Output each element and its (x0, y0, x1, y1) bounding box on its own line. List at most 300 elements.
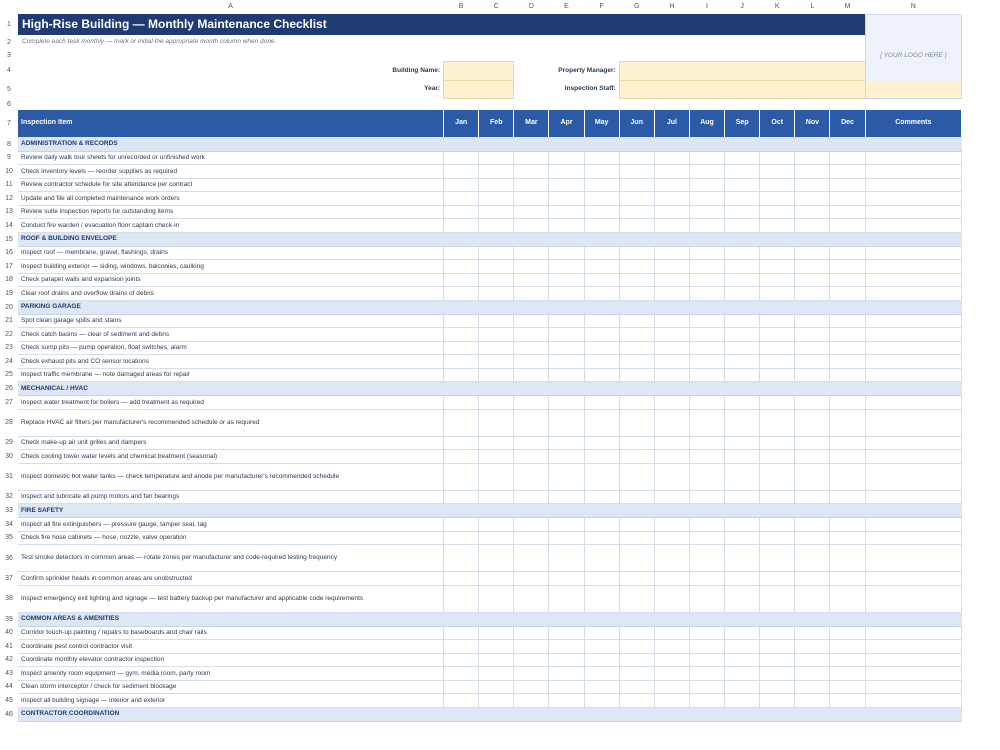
comments-cell[interactable] (865, 192, 961, 206)
month-cell-may[interactable] (584, 490, 619, 504)
row-number[interactable]: 1 (7, 21, 11, 28)
month-cell-mar[interactable] (514, 640, 549, 654)
row-number[interactable]: 7 (7, 120, 11, 127)
month-cell-may[interactable] (584, 246, 619, 260)
inspection-item-cell[interactable]: Inspect emergency exit lighting and signage — test battery backup per manufacturer and applicable code requirements (18, 585, 444, 612)
month-cell-jan[interactable] (444, 585, 479, 612)
month-cell-nov[interactable] (795, 287, 830, 301)
month-cell-feb[interactable] (479, 355, 514, 369)
month-cell-jun[interactable] (619, 165, 654, 179)
month-cell-dec[interactable] (830, 518, 865, 532)
month-cell-dec[interactable] (830, 653, 865, 667)
row-number[interactable]: 14 (5, 221, 13, 229)
month-cell-sep[interactable] (725, 490, 760, 504)
row-number[interactable]: 11 (5, 181, 13, 189)
section-heading[interactable]: MECHANICAL / HVAC (18, 382, 962, 396)
month-cell-may[interactable] (584, 531, 619, 545)
comments-cell[interactable] (865, 355, 961, 369)
month-cell-jul[interactable] (654, 287, 689, 301)
month-cell-jul[interactable] (654, 396, 689, 410)
inspection-item-cell[interactable]: Check sump pits — pump operation, float switches, alarm (18, 341, 444, 355)
month-cell-jun[interactable] (619, 355, 654, 369)
inspection-item-cell[interactable]: Clean storm interceptor / check for sediment blockage (18, 680, 444, 694)
month-cell-nov[interactable] (795, 626, 830, 640)
row-number[interactable]: 27 (5, 398, 13, 406)
section-heading[interactable]: PARKING GARAGE (18, 300, 962, 314)
month-cell-jun[interactable] (619, 545, 654, 572)
month-cell-may[interactable] (584, 396, 619, 410)
row-number[interactable]: 2 (7, 38, 11, 46)
month-cell-feb[interactable] (479, 368, 514, 382)
month-cell-feb[interactable] (479, 653, 514, 667)
month-cell-nov[interactable] (795, 368, 830, 382)
month-cell-oct[interactable] (760, 545, 795, 572)
month-cell-mar[interactable] (514, 246, 549, 260)
month-cell-sep[interactable] (725, 572, 760, 586)
row-number[interactable]: 30 (5, 452, 13, 460)
month-cell-jun[interactable] (619, 585, 654, 612)
month-cell-may[interactable] (584, 260, 619, 274)
month-cell-apr[interactable] (549, 518, 584, 532)
month-cell-nov[interactable] (795, 219, 830, 233)
month-cell-apr[interactable] (549, 680, 584, 694)
month-cell-apr[interactable] (549, 694, 584, 708)
month-cell-nov[interactable] (795, 531, 830, 545)
month-cell-feb[interactable] (479, 585, 514, 612)
month-cell-oct[interactable] (760, 680, 795, 694)
month-cell-feb[interactable] (479, 273, 514, 287)
month-cell-jan[interactable] (444, 219, 479, 233)
month-cell-jul[interactable] (654, 572, 689, 586)
month-cell-mar[interactable] (514, 192, 549, 206)
month-cell-aug[interactable] (689, 463, 724, 490)
inspection-item-cell[interactable]: Check inventory levels — reorder supplies as required (18, 165, 444, 179)
month-cell-may[interactable] (584, 572, 619, 586)
month-cell-aug[interactable] (689, 545, 724, 572)
inspection-item-cell[interactable]: Review daily walk tour sheets for unrecorded or unfinished work (18, 151, 444, 165)
column-header-h[interactable]: H (654, 0, 689, 14)
month-cell-oct[interactable] (760, 640, 795, 654)
month-cell-oct[interactable] (760, 436, 795, 450)
month-cell-mar[interactable] (514, 680, 549, 694)
row-number[interactable]: 4 (7, 67, 11, 74)
month-cell-apr[interactable] (549, 341, 584, 355)
month-cell-may[interactable] (584, 463, 619, 490)
month-cell-aug[interactable] (689, 585, 724, 612)
row-number[interactable]: 10 (5, 167, 13, 175)
section-heading[interactable]: COMMON AREAS & AMENITIES (18, 612, 962, 626)
month-cell-feb[interactable] (479, 396, 514, 410)
logo-placeholder[interactable]: [ YOUR LOGO HERE ] (865, 14, 961, 98)
month-cell-mar[interactable] (514, 531, 549, 545)
month-cell-may[interactable] (584, 328, 619, 342)
month-cell-jan[interactable] (444, 545, 479, 572)
month-cell-dec[interactable] (830, 490, 865, 504)
month-cell-jun[interactable] (619, 680, 654, 694)
comments-cell[interactable] (865, 328, 961, 342)
inspection-item-cell[interactable]: Check fire hose cabinets — hose, nozzle, valve operation (18, 531, 444, 545)
month-cell-nov[interactable] (795, 246, 830, 260)
month-cell-dec[interactable] (830, 409, 865, 436)
comments-cell[interactable] (865, 151, 961, 165)
inspection-item-cell[interactable]: Coordinate monthly elevator contractor inspection (18, 653, 444, 667)
month-cell-may[interactable] (584, 585, 619, 612)
month-cell-mar[interactable] (514, 178, 549, 192)
month-cell-aug[interactable] (689, 246, 724, 260)
month-cell-dec[interactable] (830, 260, 865, 274)
inspection-item-cell[interactable]: Inspect all building signage — interior and exterior (18, 694, 444, 708)
month-cell-feb[interactable] (479, 490, 514, 504)
month-cell-dec[interactable] (830, 667, 865, 681)
row-number[interactable]: 32 (5, 493, 13, 501)
month-cell-apr[interactable] (549, 355, 584, 369)
row-number[interactable]: 3 (7, 51, 11, 59)
month-cell-may[interactable] (584, 205, 619, 219)
month-cell-oct[interactable] (760, 314, 795, 328)
month-cell-oct[interactable] (760, 355, 795, 369)
row-number[interactable]: 31 (5, 473, 13, 480)
month-cell-sep[interactable] (725, 545, 760, 572)
comments-cell[interactable] (865, 531, 961, 545)
month-cell-aug[interactable] (689, 273, 724, 287)
month-cell-may[interactable] (584, 341, 619, 355)
month-cell-jul[interactable] (654, 192, 689, 206)
month-cell-aug[interactable] (689, 219, 724, 233)
month-cell-may[interactable] (584, 178, 619, 192)
comments-cell[interactable] (865, 626, 961, 640)
month-cell-jun[interactable] (619, 192, 654, 206)
month-cell-jan[interactable] (444, 314, 479, 328)
row-number[interactable]: 33 (5, 507, 13, 514)
row-number[interactable]: 5 (7, 85, 11, 93)
month-cell-apr[interactable] (549, 287, 584, 301)
month-cell-sep[interactable] (725, 531, 760, 545)
section-heading[interactable]: CONTRACTOR COORDINATION (18, 707, 962, 721)
row-number[interactable]: 20 (5, 303, 13, 311)
month-cell-jul[interactable] (654, 328, 689, 342)
header-month-may[interactable]: May (584, 110, 619, 137)
month-cell-jun[interactable] (619, 368, 654, 382)
month-cell-mar[interactable] (514, 572, 549, 586)
month-cell-feb[interactable] (479, 667, 514, 681)
month-cell-dec[interactable] (830, 205, 865, 219)
comments-cell[interactable] (865, 490, 961, 504)
month-cell-feb[interactable] (479, 151, 514, 165)
month-cell-mar[interactable] (514, 490, 549, 504)
month-cell-jun[interactable] (619, 572, 654, 586)
column-header-g[interactable]: G (619, 0, 654, 14)
month-cell-jul[interactable] (654, 368, 689, 382)
month-cell-may[interactable] (584, 355, 619, 369)
month-cell-aug[interactable] (689, 328, 724, 342)
month-cell-jan[interactable] (444, 653, 479, 667)
month-cell-may[interactable] (584, 409, 619, 436)
inspection-item-cell[interactable]: Inspect roof — membrane, gravel, flashings, drains (18, 246, 444, 260)
month-cell-jul[interactable] (654, 151, 689, 165)
month-cell-jan[interactable] (444, 260, 479, 274)
month-cell-oct[interactable] (760, 178, 795, 192)
month-cell-mar[interactable] (514, 355, 549, 369)
month-cell-jul[interactable] (654, 436, 689, 450)
inspection-item-cell[interactable]: Clear roof drains and overflow drains of debris (18, 287, 444, 301)
blank-row[interactable] (18, 98, 962, 110)
month-cell-dec[interactable] (830, 545, 865, 572)
comments-cell[interactable] (865, 667, 961, 681)
month-cell-jul[interactable] (654, 260, 689, 274)
month-cell-oct[interactable] (760, 328, 795, 342)
month-cell-jun[interactable] (619, 219, 654, 233)
month-cell-jul[interactable] (654, 694, 689, 708)
month-cell-nov[interactable] (795, 328, 830, 342)
month-cell-aug[interactable] (689, 260, 724, 274)
month-cell-sep[interactable] (725, 246, 760, 260)
month-cell-oct[interactable] (760, 396, 795, 410)
month-cell-dec[interactable] (830, 219, 865, 233)
month-cell-oct[interactable] (760, 450, 795, 464)
month-cell-nov[interactable] (795, 518, 830, 532)
header-month-apr[interactable]: Apr (549, 110, 584, 137)
month-cell-jun[interactable] (619, 260, 654, 274)
month-cell-mar[interactable] (514, 518, 549, 532)
comments-cell[interactable] (865, 572, 961, 586)
row-number[interactable]: 29 (5, 439, 13, 447)
month-cell-jun[interactable] (619, 694, 654, 708)
comments-cell[interactable] (865, 165, 961, 179)
header-month-aug[interactable]: Aug (689, 110, 724, 137)
month-cell-sep[interactable] (725, 368, 760, 382)
month-cell-may[interactable] (584, 518, 619, 532)
inspection-item-cell[interactable]: Inspect water treatment for boilers — add treatment as required (18, 396, 444, 410)
month-cell-feb[interactable] (479, 260, 514, 274)
month-cell-nov[interactable] (795, 585, 830, 612)
row-number[interactable]: 25 (5, 371, 13, 379)
month-cell-jan[interactable] (444, 409, 479, 436)
month-cell-feb[interactable] (479, 436, 514, 450)
month-cell-oct[interactable] (760, 626, 795, 640)
row-number[interactable]: 35 (5, 534, 13, 542)
month-cell-apr[interactable] (549, 273, 584, 287)
row-number[interactable]: 9 (7, 154, 11, 162)
month-cell-sep[interactable] (725, 341, 760, 355)
month-cell-jul[interactable] (654, 450, 689, 464)
month-cell-apr[interactable] (549, 314, 584, 328)
comments-cell[interactable] (865, 436, 961, 450)
inspection-item-cell[interactable]: Check cooling tower water levels and chemical treatment (seasonal) (18, 450, 444, 464)
month-cell-oct[interactable] (760, 572, 795, 586)
month-cell-nov[interactable] (795, 436, 830, 450)
month-cell-dec[interactable] (830, 341, 865, 355)
header-month-feb[interactable]: Feb (479, 110, 514, 137)
month-cell-dec[interactable] (830, 694, 865, 708)
row-number[interactable]: 40 (5, 629, 13, 637)
month-cell-jul[interactable] (654, 355, 689, 369)
month-cell-oct[interactable] (760, 463, 795, 490)
month-cell-jun[interactable] (619, 314, 654, 328)
month-cell-oct[interactable] (760, 490, 795, 504)
section-heading[interactable]: FIRE SAFETY (18, 504, 962, 518)
month-cell-mar[interactable] (514, 653, 549, 667)
month-cell-jan[interactable] (444, 463, 479, 490)
month-cell-nov[interactable] (795, 572, 830, 586)
month-cell-jul[interactable] (654, 409, 689, 436)
column-header-l[interactable]: L (795, 0, 830, 14)
month-cell-nov[interactable] (795, 545, 830, 572)
month-cell-jun[interactable] (619, 409, 654, 436)
month-cell-dec[interactable] (830, 531, 865, 545)
month-cell-sep[interactable] (725, 165, 760, 179)
month-cell-apr[interactable] (549, 396, 584, 410)
comments-cell[interactable] (865, 368, 961, 382)
month-cell-dec[interactable] (830, 165, 865, 179)
month-cell-nov[interactable] (795, 151, 830, 165)
month-cell-nov[interactable] (795, 205, 830, 219)
header-month-mar[interactable]: Mar (514, 110, 549, 137)
month-cell-jan[interactable] (444, 667, 479, 681)
month-cell-aug[interactable] (689, 368, 724, 382)
comments-cell[interactable] (865, 463, 961, 490)
month-cell-apr[interactable] (549, 368, 584, 382)
month-cell-jul[interactable] (654, 273, 689, 287)
month-cell-oct[interactable] (760, 653, 795, 667)
month-cell-mar[interactable] (514, 205, 549, 219)
month-cell-apr[interactable] (549, 205, 584, 219)
month-cell-feb[interactable] (479, 328, 514, 342)
month-cell-nov[interactable] (795, 178, 830, 192)
month-cell-aug[interactable] (689, 396, 724, 410)
month-cell-aug[interactable] (689, 409, 724, 436)
row-number[interactable]: 23 (5, 344, 13, 352)
month-cell-feb[interactable] (479, 626, 514, 640)
month-cell-oct[interactable] (760, 368, 795, 382)
month-cell-jul[interactable] (654, 667, 689, 681)
month-cell-feb[interactable] (479, 694, 514, 708)
month-cell-dec[interactable] (830, 178, 865, 192)
inspection-item-cell[interactable]: Inspect building exterior — siding, windows, balconies, caulking (18, 260, 444, 274)
month-cell-mar[interactable] (514, 545, 549, 572)
month-cell-sep[interactable] (725, 192, 760, 206)
month-cell-apr[interactable] (549, 653, 584, 667)
row-number[interactable]: 8 (7, 140, 11, 148)
month-cell-jun[interactable] (619, 396, 654, 410)
month-cell-may[interactable] (584, 545, 619, 572)
inspection-item-cell[interactable]: Replace HVAC air filters per manufacturer's recommended schedule or as required (18, 409, 444, 436)
row-number[interactable]: 24 (5, 357, 13, 365)
month-cell-may[interactable] (584, 192, 619, 206)
month-cell-sep[interactable] (725, 178, 760, 192)
month-cell-jul[interactable] (654, 531, 689, 545)
sheet-title[interactable]: High-Rise Building — Monthly Maintenance Checklist (18, 14, 865, 35)
month-cell-aug[interactable] (689, 531, 724, 545)
month-cell-apr[interactable] (549, 436, 584, 450)
column-header-d[interactable]: D (514, 0, 549, 14)
month-cell-mar[interactable] (514, 368, 549, 382)
month-cell-jun[interactable] (619, 273, 654, 287)
column-header-f[interactable]: F (584, 0, 619, 14)
month-cell-may[interactable] (584, 436, 619, 450)
header-month-jan[interactable]: Jan (444, 110, 479, 137)
month-cell-sep[interactable] (725, 585, 760, 612)
month-cell-feb[interactable] (479, 192, 514, 206)
comments-cell[interactable] (865, 178, 961, 192)
corner-cell[interactable] (0, 0, 18, 14)
month-cell-feb[interactable] (479, 531, 514, 545)
month-cell-jul[interactable] (654, 640, 689, 654)
row-number[interactable]: 43 (5, 669, 13, 677)
month-cell-oct[interactable] (760, 246, 795, 260)
month-cell-aug[interactable] (689, 667, 724, 681)
month-cell-jan[interactable] (444, 531, 479, 545)
month-cell-nov[interactable] (795, 667, 830, 681)
inspection-item-cell[interactable]: Corridor touch-up painting / repairs to baseboards and chair rails (18, 626, 444, 640)
month-cell-aug[interactable] (689, 694, 724, 708)
row-number[interactable]: 45 (5, 696, 13, 704)
month-cell-aug[interactable] (689, 572, 724, 586)
month-cell-sep[interactable] (725, 680, 760, 694)
month-cell-feb[interactable] (479, 680, 514, 694)
month-cell-may[interactable] (584, 694, 619, 708)
month-cell-nov[interactable] (795, 694, 830, 708)
month-cell-mar[interactable] (514, 667, 549, 681)
month-cell-apr[interactable] (549, 545, 584, 572)
month-cell-apr[interactable] (549, 640, 584, 654)
month-cell-nov[interactable] (795, 640, 830, 654)
inspection-item-cell[interactable]: Coordinate pest control contractor visit (18, 640, 444, 654)
month-cell-sep[interactable] (725, 436, 760, 450)
month-cell-apr[interactable] (549, 151, 584, 165)
month-cell-aug[interactable] (689, 205, 724, 219)
building-name-input[interactable] (444, 61, 514, 80)
month-cell-nov[interactable] (795, 680, 830, 694)
month-cell-dec[interactable] (830, 273, 865, 287)
month-cell-feb[interactable] (479, 463, 514, 490)
comments-cell[interactable] (865, 246, 961, 260)
month-cell-apr[interactable] (549, 328, 584, 342)
month-cell-nov[interactable] (795, 463, 830, 490)
month-cell-jun[interactable] (619, 341, 654, 355)
month-cell-jan[interactable] (444, 355, 479, 369)
row-number[interactable]: 6 (7, 100, 11, 108)
month-cell-mar[interactable] (514, 409, 549, 436)
month-cell-oct[interactable] (760, 151, 795, 165)
month-cell-jul[interactable] (654, 518, 689, 532)
month-cell-jun[interactable] (619, 640, 654, 654)
row-number[interactable]: 22 (5, 330, 13, 338)
month-cell-jan[interactable] (444, 341, 479, 355)
month-cell-jun[interactable] (619, 626, 654, 640)
month-cell-aug[interactable] (689, 165, 724, 179)
month-cell-aug[interactable] (689, 626, 724, 640)
comments-cell[interactable] (865, 287, 961, 301)
column-header-b[interactable]: B (444, 0, 479, 14)
month-cell-feb[interactable] (479, 165, 514, 179)
month-cell-feb[interactable] (479, 205, 514, 219)
month-cell-dec[interactable] (830, 680, 865, 694)
month-cell-may[interactable] (584, 314, 619, 328)
month-cell-jun[interactable] (619, 490, 654, 504)
comments-cell[interactable] (865, 653, 961, 667)
month-cell-oct[interactable] (760, 287, 795, 301)
month-cell-nov[interactable] (795, 409, 830, 436)
row-number[interactable]: 42 (5, 656, 13, 664)
month-cell-jul[interactable] (654, 680, 689, 694)
month-cell-jun[interactable] (619, 667, 654, 681)
month-cell-mar[interactable] (514, 273, 549, 287)
month-cell-jul[interactable] (654, 205, 689, 219)
inspection-item-cell[interactable]: Check exhaust pits and CO sensor locations (18, 355, 444, 369)
month-cell-jul[interactable] (654, 463, 689, 490)
month-cell-apr[interactable] (549, 192, 584, 206)
month-cell-jan[interactable] (444, 572, 479, 586)
